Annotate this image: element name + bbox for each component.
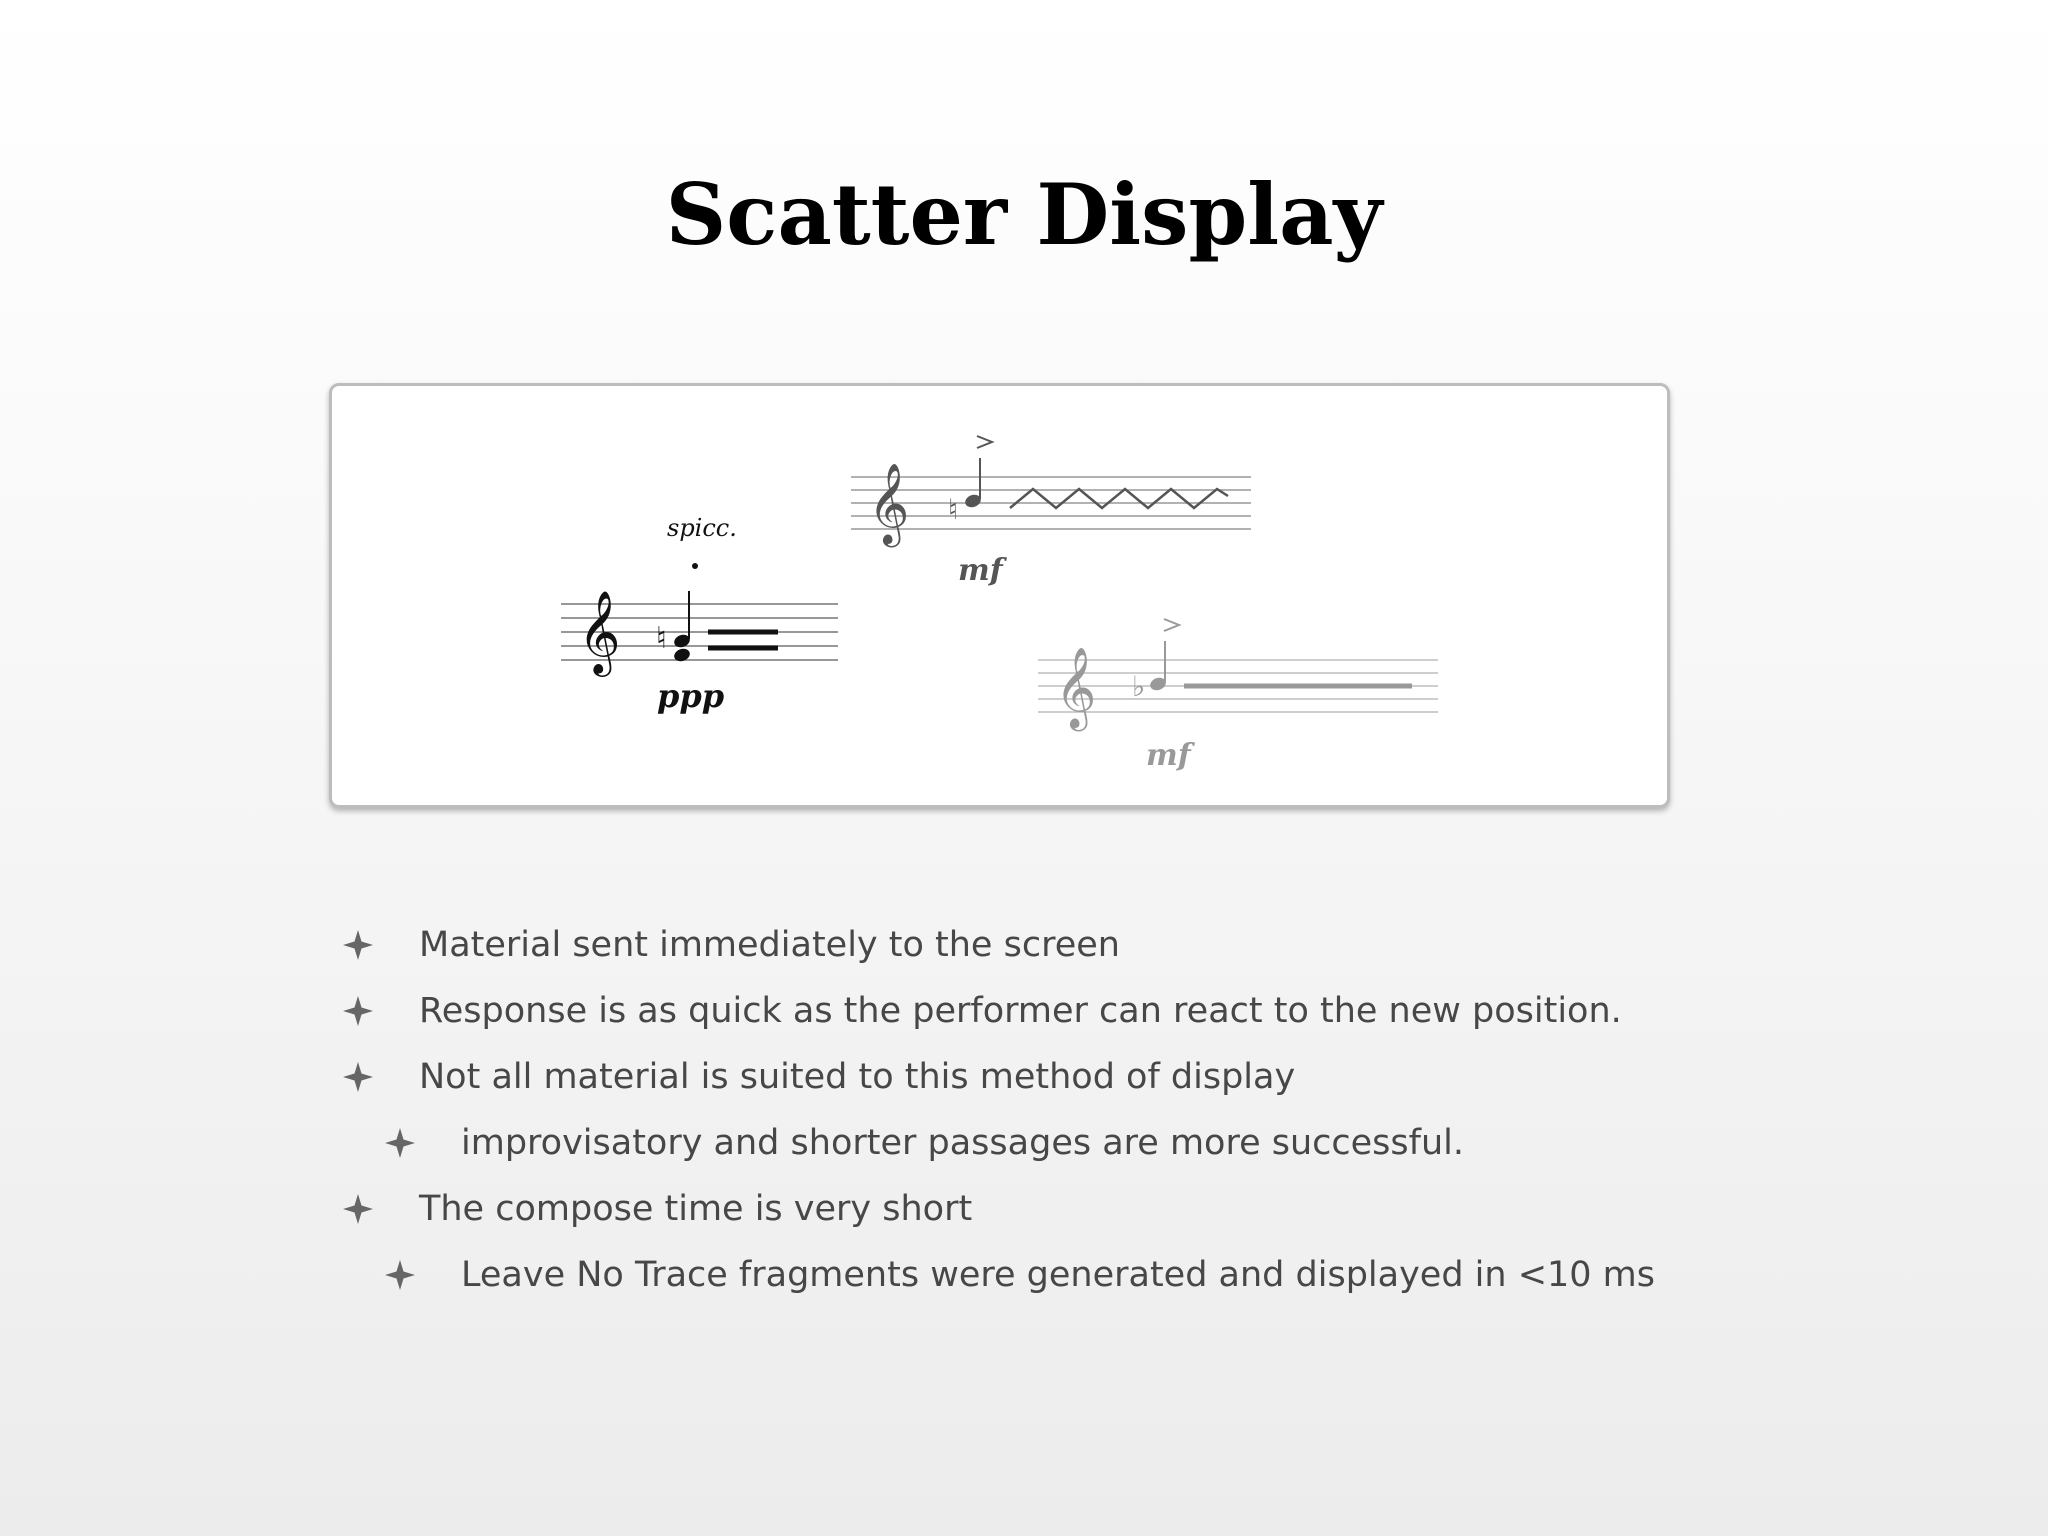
flat-icon: ♭ [1132,670,1146,703]
bullet-item [341,1184,972,1234]
four-point-star-icon [341,994,375,1028]
technique-label: spicc. [667,514,737,542]
four-point-star-icon [341,928,375,962]
slide-title: Scatter Display [665,165,1383,264]
bullet-text: Leave No Trace fragments were generated and displayed in <10 ms [461,1255,1656,1295]
dynamic-marking: mf [1146,738,1191,773]
bullet-item [341,920,1120,970]
bullet-text: The compose time is very short [419,1189,973,1229]
bullet-item [341,986,1622,1036]
bullet-item [341,1052,1295,1102]
bullet-text: Response is as quick as the performer can react to the new position. [419,991,1622,1031]
four-point-star-icon [341,1060,375,1094]
four-point-star-icon [383,1258,417,1292]
bullet-subitem [383,1250,1655,1300]
four-point-star-icon [341,1192,375,1226]
bullet-text: improvisatory and shorter passages are more successful. [461,1123,1464,1163]
treble-clef-icon: 𝄞 [1055,646,1097,728]
natural-icon: ♮ [948,493,959,526]
treble-clef-icon: 𝄞 [868,462,910,544]
treble-clef-icon: 𝄞 [578,589,621,673]
natural-icon: ♮ [656,621,667,656]
dynamic-marking: ppp [657,677,725,715]
dynamic-marking: mf [958,553,1003,588]
bullet-text: Not all material is suited to this method of display [419,1057,1296,1097]
four-point-star-icon [383,1126,417,1160]
bullet-subitem [383,1118,1464,1168]
bullet-text: Material sent immediately to the screen [419,925,1120,965]
